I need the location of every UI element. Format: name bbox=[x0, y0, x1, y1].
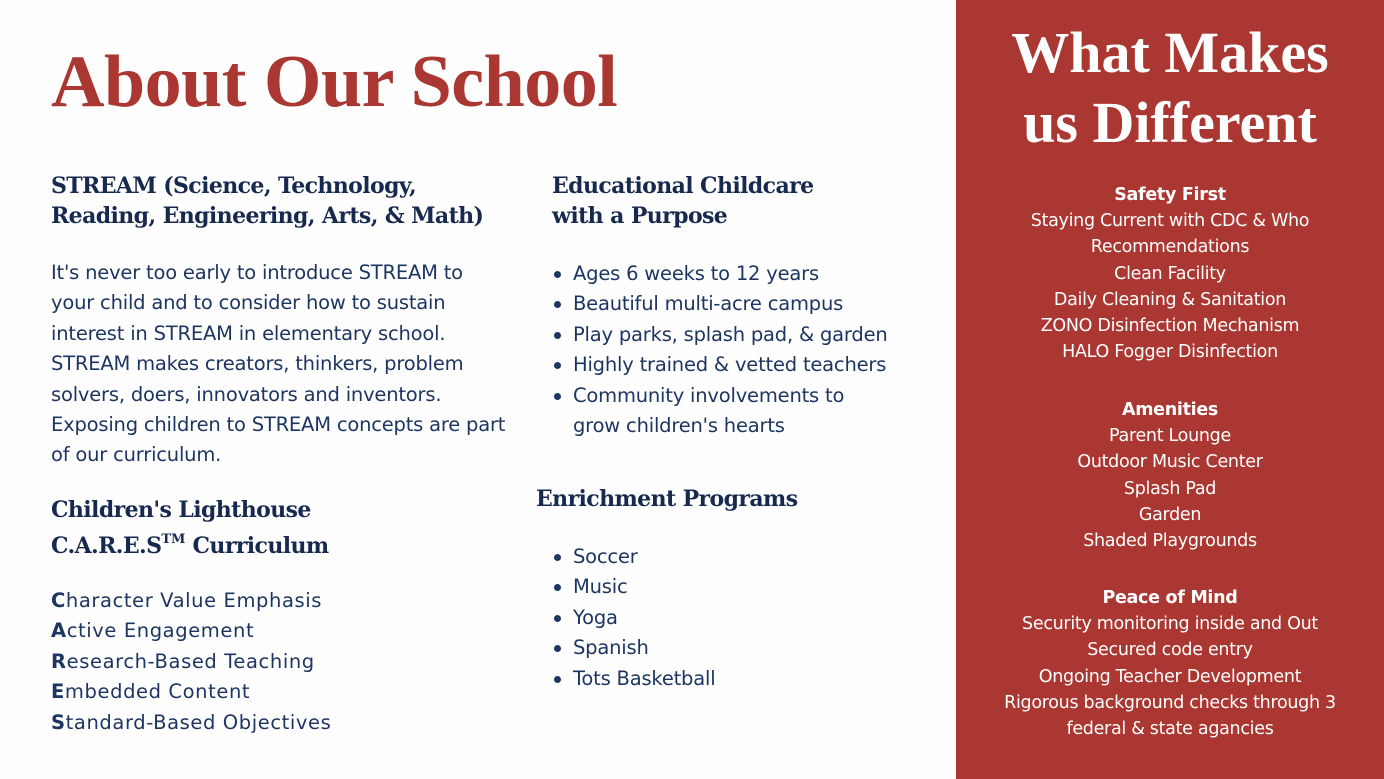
list-item: Splash Pad bbox=[1123, 478, 1217, 499]
cares-heading-prefix: C.A.R.E.S bbox=[51, 533, 162, 559]
list-item-text: Yoga bbox=[573, 605, 618, 629]
cares-heading bbox=[51, 495, 329, 561]
bullet-icon bbox=[554, 271, 561, 278]
list-item: Parent Lounge bbox=[1109, 426, 1231, 447]
list-item-text: Beautiful multi-acre campus bbox=[573, 292, 844, 316]
list-item: Clean Facility bbox=[1114, 263, 1226, 284]
list-item: Staying Current with CDC & Who bbox=[1030, 211, 1310, 232]
bullet-icon bbox=[554, 645, 561, 652]
list-item: Recommendations bbox=[1090, 237, 1250, 258]
amenities-section bbox=[956, 397, 1384, 554]
list-item bbox=[551, 664, 715, 694]
bullet-icon bbox=[554, 393, 561, 400]
cares-item bbox=[51, 586, 331, 616]
list-item bbox=[551, 603, 715, 633]
peace-of-mind-section bbox=[956, 585, 1384, 742]
list-item bbox=[551, 289, 888, 319]
cares-initial: S bbox=[51, 710, 66, 734]
list-item-text: Highly trained & vetted teachers bbox=[573, 353, 887, 377]
stream-heading-line2: Reading, Engineering, Arts, & Math) bbox=[51, 203, 484, 229]
list-item-text: Community involvements to bbox=[573, 383, 845, 407]
cares-initial: E bbox=[51, 680, 65, 704]
list-item-text: Play parks, splash pad, & garden bbox=[573, 322, 888, 346]
list-item: Garden bbox=[1138, 504, 1202, 525]
cares-initial: C bbox=[51, 589, 66, 612]
cares-initial: A bbox=[51, 619, 67, 643]
list-item: Ongoing Teacher Development bbox=[1038, 666, 1302, 687]
childcare-list bbox=[551, 259, 888, 441]
childcare-heading bbox=[552, 171, 814, 231]
cares-item bbox=[51, 708, 331, 738]
list-item: Secured code entry bbox=[1087, 640, 1253, 661]
bullet-icon bbox=[554, 615, 561, 622]
cares-initial: R bbox=[51, 649, 67, 673]
list-item: Security monitoring inside and Out bbox=[1022, 614, 1318, 635]
list-item-text: Ages 6 weeks to 12 years bbox=[573, 262, 819, 285]
cares-rest: tandard-Based Objectives bbox=[65, 710, 332, 734]
list-item-text: Music bbox=[573, 575, 628, 599]
cares-rest: esearch-Based Teaching bbox=[66, 649, 315, 673]
list-item: federal & state agancies bbox=[1066, 719, 1274, 740]
list-item bbox=[551, 350, 888, 380]
childcare-heading-line1: Educational Childcare bbox=[552, 173, 814, 199]
list-item-text: Spanish bbox=[573, 636, 649, 660]
list-item bbox=[551, 633, 715, 663]
childcare-heading-line2: with a Purpose bbox=[552, 203, 728, 229]
differences-title bbox=[956, 18, 1384, 158]
list-item bbox=[551, 542, 715, 572]
differences-title-line1: What Makes bbox=[1011, 20, 1329, 85]
stream-heading-line1: STREAM (Science, Technology, bbox=[51, 173, 416, 199]
bullet-icon bbox=[554, 584, 561, 591]
cares-heading-line1: Children's Lighthouse bbox=[51, 497, 311, 523]
list-item bbox=[551, 572, 715, 602]
cares-item bbox=[51, 677, 331, 707]
cares-item bbox=[51, 647, 331, 677]
bullet-icon bbox=[554, 554, 561, 561]
stream-paragraph: It's never too early to introduce STREAM to your child and to consider how to sustain interest in STREAM in elementary school. STREAM makes creators, thinkers, problem solvers, doers, innovators and inventors. Exposing children to STREAM concepts are part of our curriculum. bbox=[51, 261, 506, 467]
list-item: ZONO Disinfection Mechanism bbox=[1040, 316, 1300, 337]
cares-rest: mbedded Content bbox=[64, 680, 251, 704]
differences-panel bbox=[956, 0, 1384, 779]
stream-heading bbox=[51, 171, 483, 231]
list-item: Rigorous background checks through 3 bbox=[1004, 692, 1336, 713]
section-heading: Safety First bbox=[1114, 185, 1226, 205]
cares-rest: haracter Value Emphasis bbox=[65, 589, 323, 612]
cares-list bbox=[51, 586, 331, 738]
bullet-icon bbox=[554, 362, 561, 369]
cares-item bbox=[51, 616, 331, 646]
list-item bbox=[551, 381, 888, 411]
list-item-text: Tots Basketball bbox=[573, 666, 716, 690]
bullet-icon bbox=[554, 676, 561, 683]
list-item bbox=[551, 259, 888, 289]
trademark-superscript: TM bbox=[161, 532, 186, 547]
cares-heading-suffix: Curriculum bbox=[185, 533, 329, 559]
list-item-continuation bbox=[551, 411, 888, 441]
page-title: About Our School bbox=[51, 41, 618, 123]
safety-first-section bbox=[956, 182, 1384, 365]
list-item: Shaded Playgrounds bbox=[1083, 531, 1257, 552]
list-item: Daily Cleaning & Sanitation bbox=[1053, 289, 1287, 310]
cares-rest: ctive Engagement bbox=[66, 619, 255, 643]
list-item-text: grow children's hearts bbox=[573, 414, 785, 438]
section-heading: Peace of Mind bbox=[1102, 588, 1238, 608]
section-heading: Amenities bbox=[1121, 400, 1219, 420]
enrichment-list bbox=[551, 542, 715, 694]
list-item: HALO Fogger Disinfection bbox=[1062, 342, 1278, 363]
bullet-icon bbox=[554, 332, 561, 339]
list-item: Outdoor Music Center bbox=[1077, 452, 1263, 473]
bullet-icon bbox=[554, 301, 561, 308]
list-item-text: Soccer bbox=[573, 545, 638, 568]
differences-title-line2: us Different bbox=[1023, 90, 1317, 155]
list-item bbox=[551, 320, 888, 350]
enrichment-heading: Enrichment Programs bbox=[536, 486, 798, 512]
